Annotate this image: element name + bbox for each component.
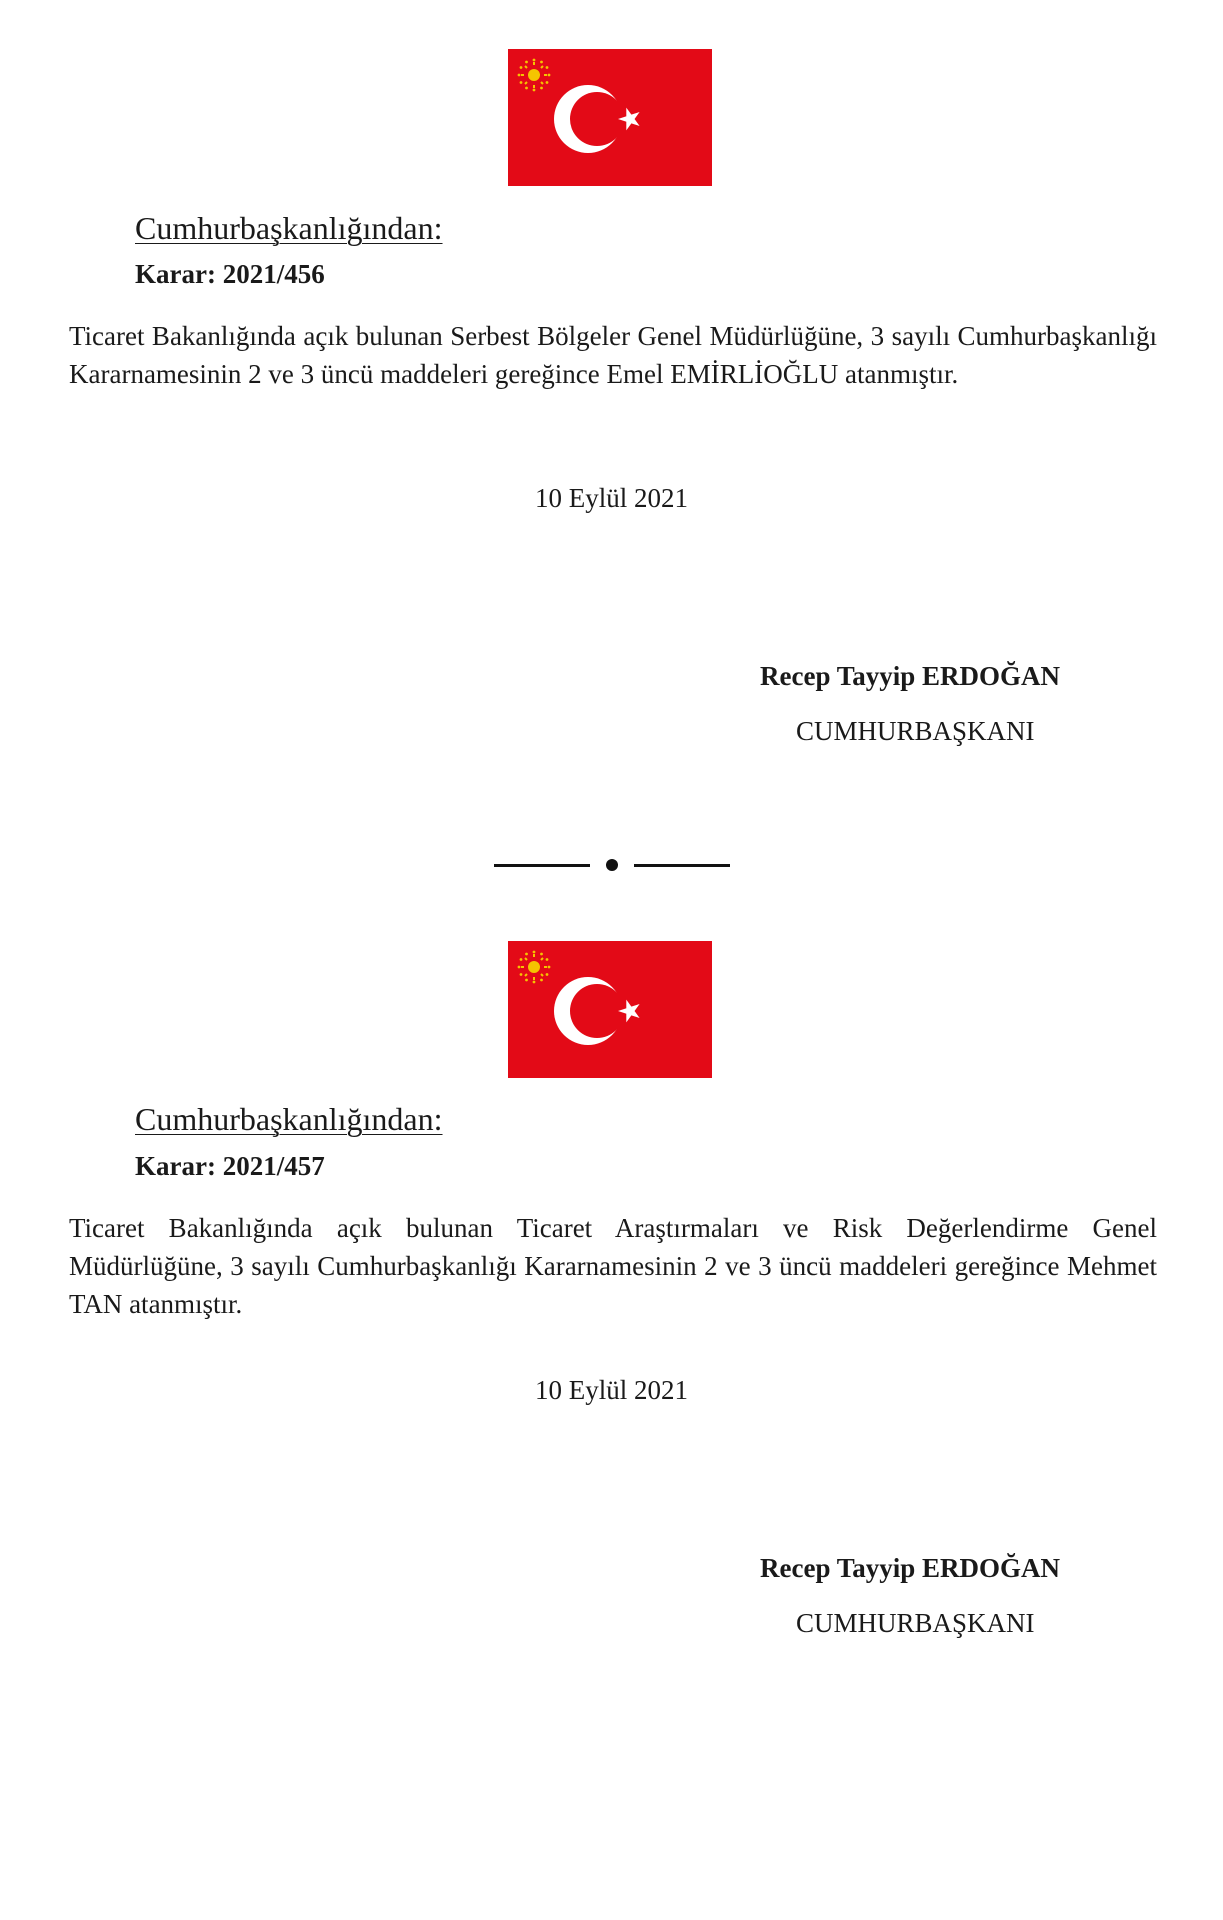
decision-body: Ticaret Bakanlığında açık bulunan Ticaret Araştırmaları ve Risk Değerlendirme Genel Müdürlüğüne, 3 sayılı Cumhurbaşkanlığı Kararnamesinin 2 ve 3 üncü maddeleri gereğince Mehmet TAN atanmıştır.	[69, 1213, 1157, 1319]
signatory-name: Recep Tayyip ERDOĞAN	[760, 661, 1061, 691]
section-separator	[494, 850, 730, 880]
decision-number: Karar: 2021/457	[135, 1151, 325, 1181]
decision-date: 10 Eylül 2021	[535, 1375, 688, 1405]
separator-dot	[606, 859, 618, 871]
signatory-title: CUMHURBAŞKANI	[796, 1608, 1035, 1638]
presidential-flag-icon	[508, 49, 712, 186]
decision-body: Ticaret Bakanlığında açık bulunan Serbest Bölgeler Genel Müdürlüğüne, 3 sayılı Cumhurbaşkanlığı Kararnamesinin 2 ve 3 üncü maddeleri gereğince Emel EMİRLİOĞLU atanmıştır.	[69, 321, 1157, 389]
signatory-name: Recep Tayyip ERDOĞAN	[760, 1553, 1061, 1583]
decision-number: Karar: 2021/456	[135, 259, 325, 289]
separator-line	[634, 864, 730, 867]
decision-date: 10 Eylül 2021	[535, 483, 688, 513]
signatory-title: CUMHURBAŞKANI	[796, 716, 1035, 746]
issuer-heading: Cumhurbaşkanlığından:	[135, 210, 443, 246]
issuer-heading: Cumhurbaşkanlığından:	[135, 1101, 443, 1137]
separator-line	[494, 864, 590, 867]
presidential-flag-icon	[508, 941, 712, 1078]
